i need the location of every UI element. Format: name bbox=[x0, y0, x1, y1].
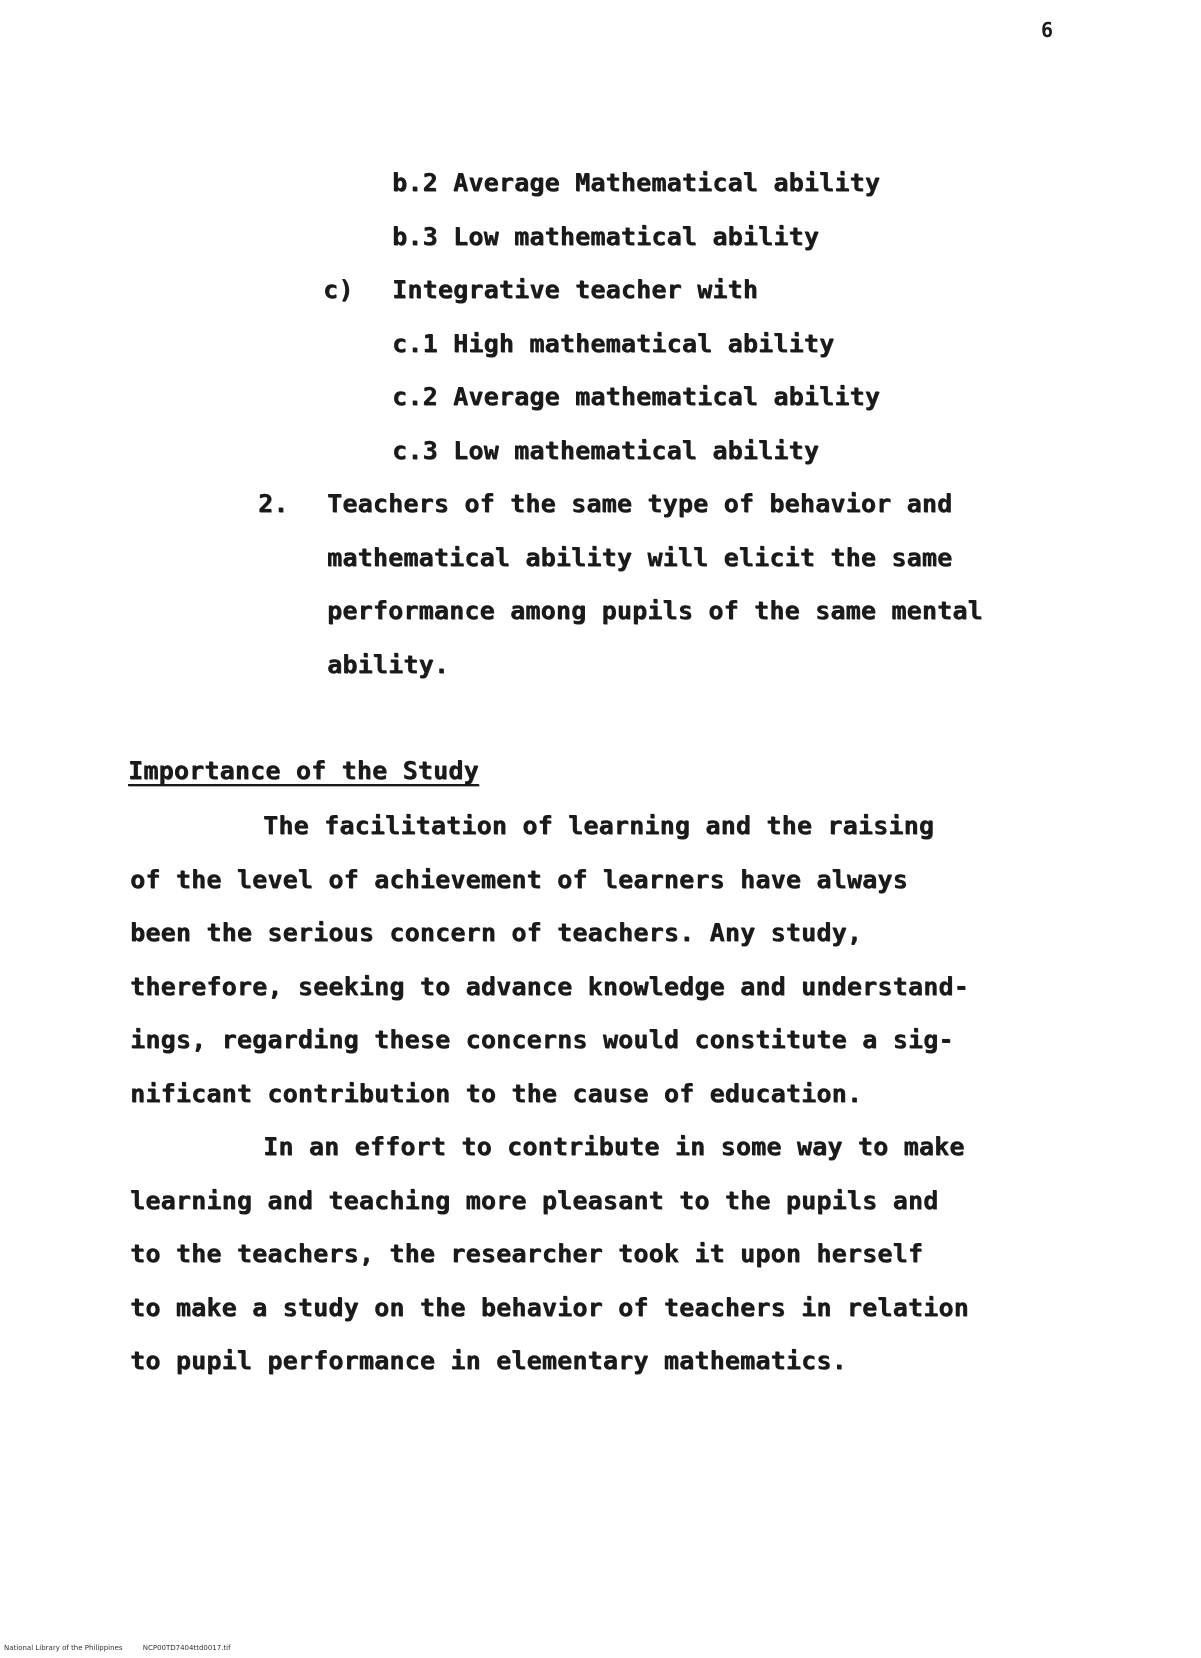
outline-marker-c: c) bbox=[323, 275, 354, 304]
scan-footer bbox=[4, 1644, 231, 1652]
paragraph-line: to the teachers, the researcher took it upon herself bbox=[130, 1239, 924, 1268]
outline-item-c2: c.2 Average mathematical ability bbox=[392, 382, 881, 411]
page-number: 6 bbox=[1041, 18, 1054, 42]
outline-item-b3: b.3 Low mathematical ability bbox=[392, 222, 820, 251]
footer-library: National Library of the Philippines bbox=[4, 1644, 123, 1652]
hypothesis-line: mathematical ability will elicit the same bbox=[327, 543, 953, 572]
outline-item-b2: b.2 Average Mathematical ability bbox=[392, 168, 881, 197]
outline-item-c3: c.3 Low mathematical ability bbox=[392, 436, 820, 465]
paragraph-line: ings, regarding these concerns would constitute a sig- bbox=[130, 1025, 954, 1054]
paragraph-line: been the serious concern of teachers. Any study, bbox=[130, 918, 863, 947]
paragraph-line: nificant contribution to the cause of education. bbox=[130, 1079, 863, 1108]
hypothesis-line: ability. bbox=[327, 650, 450, 679]
paragraph-line: therefore, seeking to advance knowledge and understand- bbox=[130, 972, 969, 1001]
paragraph-line: In an effort to contribute in some way to make bbox=[263, 1132, 965, 1161]
paragraph-line: of the level of achievement of learners have always bbox=[130, 865, 908, 894]
hypothesis-number: 2. bbox=[258, 489, 289, 518]
hypothesis-line: performance among pupils of the same mental bbox=[327, 596, 983, 625]
outline-item-c1: c.1 High mathematical ability bbox=[392, 329, 835, 358]
paragraph-line: to make a study on the behavior of teachers in relation bbox=[130, 1293, 969, 1322]
section-heading: Importance of the Study bbox=[128, 756, 479, 785]
paragraph-line: The facilitation of learning and the raising bbox=[263, 811, 935, 840]
outline-item-c: Integrative teacher with bbox=[392, 275, 759, 304]
paragraph-line: learning and teaching more pleasant to the pupils and bbox=[130, 1186, 939, 1215]
footer-file-id: NCP00TD7404ttd0017.tif bbox=[142, 1644, 231, 1652]
hypothesis-line: Teachers of the same type of behavior and bbox=[327, 489, 953, 518]
paragraph-line: to pupil performance in elementary mathematics. bbox=[130, 1346, 847, 1375]
